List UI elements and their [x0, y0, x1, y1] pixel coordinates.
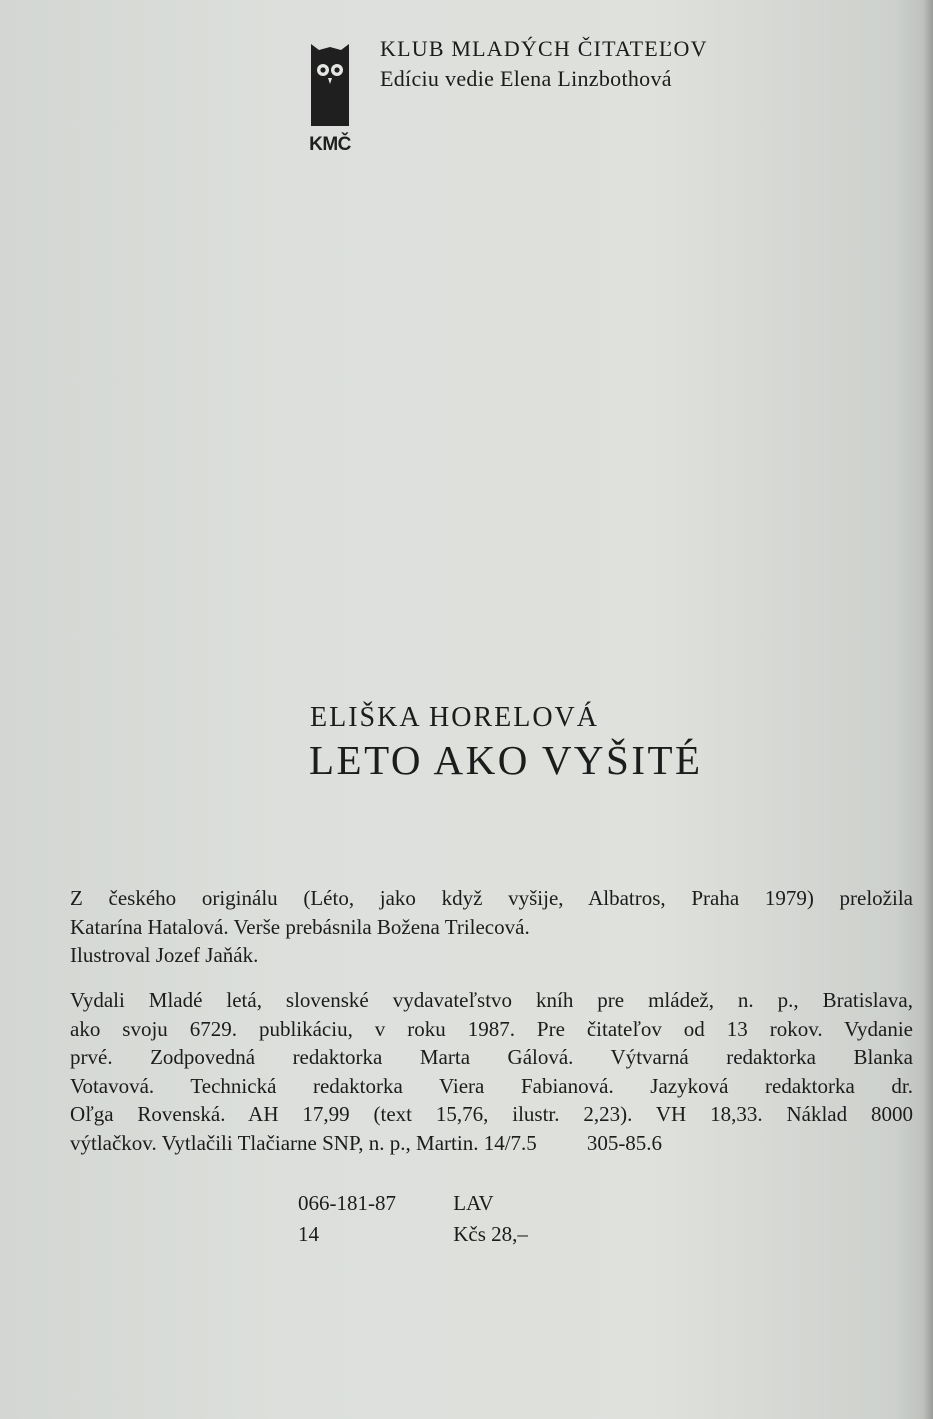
- imprint-line: ako svoju 6729. publikáciu, v roku 1987. Pre čitateľov od 13 rokov. Vydanie: [70, 1016, 913, 1041]
- catalog-row-1: [298, 1191, 494, 1216]
- publishing-imprint: [70, 986, 913, 1157]
- kmc-owl-logo-icon: [309, 42, 351, 154]
- book-author: ELIŠKA HORELOVÁ: [310, 702, 599, 733]
- imprint-line: Vydali Mladé letá, slovenské vydavateľstvo kníh pre mládež, n. p., Bratislava,: [70, 988, 913, 1012]
- series-editor: Edíciu vedie Elena Linzbothová: [380, 66, 672, 91]
- price: Kčs 28,–: [453, 1222, 528, 1246]
- imprint-line: prvé. Zodpovedná redaktorka Marta Gálová. Výtvarná redaktorka Blanka: [70, 1045, 913, 1069]
- credits-line: Ilustroval Jozef Jaňák.: [70, 943, 259, 967]
- imprint-last-line: [70, 1129, 913, 1158]
- page-edge-shadow: [923, 0, 933, 1419]
- imprint-line: Votavová. Technická redaktorka Viera Fabianová. Jazyková redaktorka dr.: [70, 1073, 913, 1098]
- imprint-last-text: výtlačkov. Vytlačili Tlačiarne SNP, n. p., Martin. 14/7.5: [70, 1130, 537, 1155]
- book-title: LETO AKO VYŠITÉ: [309, 737, 703, 783]
- series-title: KLUB MLADÝCH ČITATEĽOV: [380, 36, 708, 61]
- credits-line: Z českého originálu (Léto, jako když vyšije, Albatros, Praha 1979) preložila: [70, 886, 913, 910]
- credits-line: Katarína Hatalová. Verše prebásnila Božena Trilecová.: [70, 914, 530, 939]
- catalog-number: 066-181-87: [298, 1191, 396, 1215]
- catalog-code: LAV: [453, 1191, 494, 1215]
- logo-text: KMČ: [309, 134, 351, 154]
- imprint-line: Oľga Rovenská. AH 17,99 (text 15,76, ilustr. 2,23). VH 18,33. Náklad 8000: [70, 1102, 913, 1126]
- imprint-code: 305-85.6: [586, 1130, 663, 1155]
- catalog-group: 14: [298, 1222, 319, 1246]
- translation-credits: [70, 884, 913, 970]
- catalog-row-2: [298, 1222, 528, 1247]
